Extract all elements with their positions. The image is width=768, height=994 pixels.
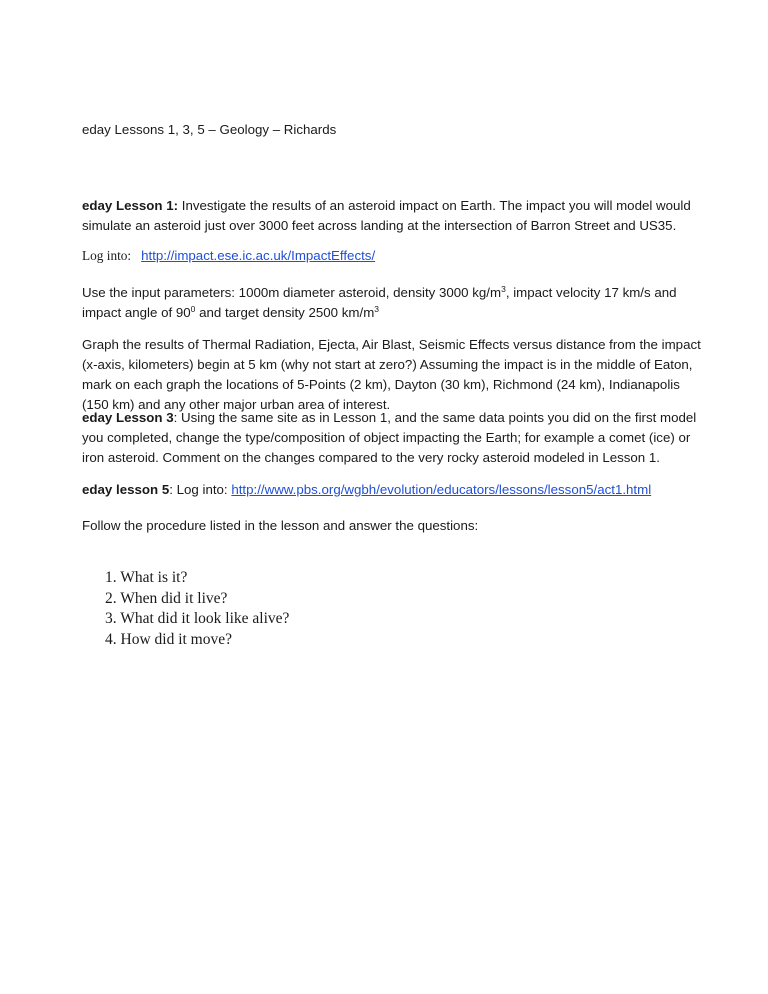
graph-instructions-paragraph: Graph the results of Thermal Radiation, Ejecta, Air Blast, Seismic Effects versus distance from the impact (x-axis, kilometers) begin at 5 km (why not start at zero?) Assuming the impact is in the middle of Eaton, mark on each graph the locations of 5-Points (2 km), Dayton (30 km), Richmond (24 km), Indianapolis (150 km) and any other major urban area of interest. (82, 337, 701, 412)
question-item: 3. What did it look like alive? (105, 610, 290, 627)
login1-paragraph (82, 246, 702, 266)
questions-list (105, 568, 289, 650)
pbs-lesson-link[interactable]: http://www.pbs.org/wgbh/evolution/educators/lessons/lesson5/act1.html (231, 482, 652, 497)
lesson1-text: Investigate the results of an asteroid impact on Earth. The impact you will model would simulate an asteroid just over 3000 feet across landing at the intersection of Barron Street and US35. (82, 198, 691, 233)
params-text-1: Use the input parameters: 1000m diameter asteroid, density 3000 kg/m (82, 285, 502, 300)
procedure-paragraph: Follow the procedure listed in the lesson and answer the questions: (82, 518, 479, 533)
lesson5-heading: eday lesson 5 (82, 482, 170, 497)
lesson5-paragraph (82, 480, 702, 500)
params-sup-3: 3 (374, 304, 380, 314)
lesson3-text: : Using the same site as in Lesson 1, and the same data points you did on the first model you completed, change the type/composition of object impacting the Earth; for example a comet (ice) or iron asteroid. Comment on the changes compared to the very rocky asteroid modeled in Lesson 1. (82, 410, 697, 465)
question-item: 4. How did it move? (105, 630, 232, 648)
params-text-2: , impact velocity 17 km/s and impact angle of 90 (82, 285, 677, 320)
lesson3-heading: eday Lesson 3 (82, 410, 174, 425)
lesson5-text: : Log into: (169, 482, 232, 497)
lesson3-paragraph (82, 408, 702, 468)
impact-effects-link[interactable]: http://impact.ese.ic.ac.uk/ImpactEffects/ (141, 248, 376, 263)
login1-label: Log into: (82, 248, 142, 263)
input-parameters-paragraph (82, 283, 702, 323)
params-sup-1: 3 (501, 284, 506, 294)
params-text-3: and target density 2500 km/m (195, 305, 375, 320)
document-title: eday Lessons 1, 3, 5 – Geology – Richards (82, 122, 337, 137)
lesson1-heading: eday Lesson 1: (82, 198, 179, 213)
question-item: 1. What is it? (105, 569, 188, 586)
lesson1-paragraph (82, 196, 702, 236)
question-item: 2. When did it live? (105, 589, 228, 607)
params-sup-2: 0 (190, 304, 196, 314)
